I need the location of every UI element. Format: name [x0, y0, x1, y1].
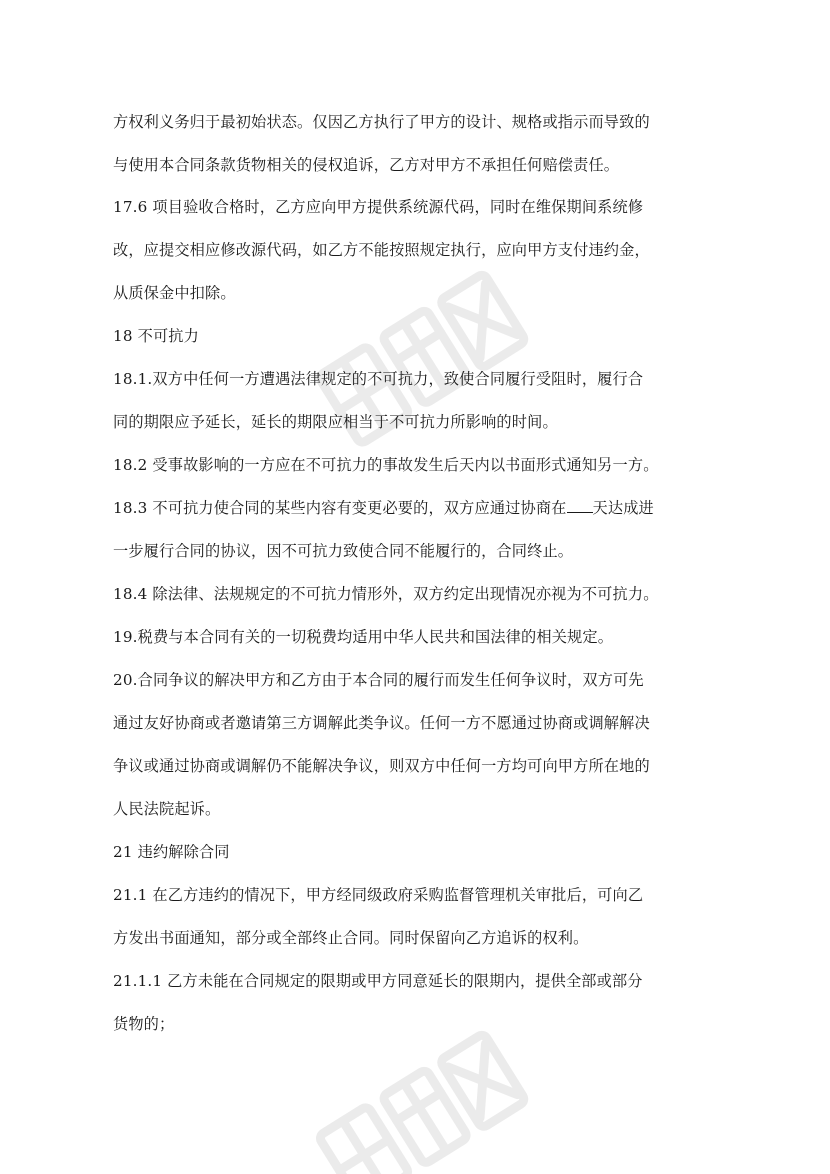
paragraph-line: 人民法院起诉。 — [113, 800, 221, 818]
paragraph-line: 一步履行合同的协议，因不可抗力致使合同不能履行的，合同终止。 — [113, 542, 574, 560]
paragraph-line: 18.4 除法律、法规规定的不可抗力情形外，双方约定出现情况亦视为不可抗力。 — [113, 585, 659, 603]
paragraph-line: 17.6 项目验收合格时，乙方应向甲方提供系统源代码，同时在维保期间系统修 — [113, 198, 644, 216]
paragraph-line: 19.税费与本合同有关的一切税费均适用中华人民共和国法律的相关规定。 — [113, 628, 614, 646]
paragraph-line: 从质保金中扣除。 — [113, 284, 236, 302]
paragraph-line: 货物的； — [113, 1015, 175, 1033]
fill-in-blank — [567, 498, 593, 513]
paragraph-line: 21.1.1 乙方未能在合同规定的限期或甲方同意延长的限期内，提供全部或部分 — [113, 972, 643, 990]
paragraph-line: 同的期限应予延长，延长的期限应相当于不可抗力所影响的时间。 — [113, 413, 558, 431]
paragraph-line: 20.合同争议的解决甲方和乙方由于本合同的履行而发生任何争议时，双方可先 — [113, 671, 644, 689]
paragraph-line: 争议或通过协商或调解仍不能解决争议，则双方中任何一方均可向甲方所在地的 — [113, 757, 650, 775]
paragraph-line: 改，应提交相应修改源代码，如乙方不能按照规定执行，应向甲方支付违约金， — [113, 241, 650, 259]
paragraph-line: 方发出书面通知，部分或全部终止合同。同时保留向乙方追诉的权利。 — [113, 929, 589, 947]
section-heading: 18 不可抗力 — [113, 327, 199, 345]
paragraph-line — [113, 498, 654, 518]
paragraph-line: 与使用本合同条款货物相关的侵权追诉，乙方对甲方不承担任何赔偿责任。 — [113, 156, 620, 174]
paragraph-line: 通过友好协商或者邀请第三方调解此类争议。任何一方不愿通过协商或调解解决 — [113, 714, 650, 732]
paragraph-line: 18.1.双方中任何一方遭遇法律规定的不可抗力，致使合同履行受阻时，履行合 — [113, 370, 644, 388]
line-text: 18.3 不可抗力使合同的某些内容有变更必要的，双方应通过协商在 — [113, 499, 567, 517]
paragraph-line: 18.2 受事故影响的一方应在不可抗力的事故发生后天内以书面形式通知另一方。 — [113, 456, 659, 474]
paragraph-line: 方权利义务归于最初始状态。仅因乙方执行了甲方的设计、规格或指示而导致的 — [113, 113, 650, 131]
section-heading: 21 违约解除合同 — [113, 843, 230, 861]
line-text: 天达成进 — [592, 499, 654, 517]
paragraph-line: 21.1 在乙方违约的情况下，甲方经同级政府采购监督管理机关审批后，可向乙 — [113, 886, 644, 904]
